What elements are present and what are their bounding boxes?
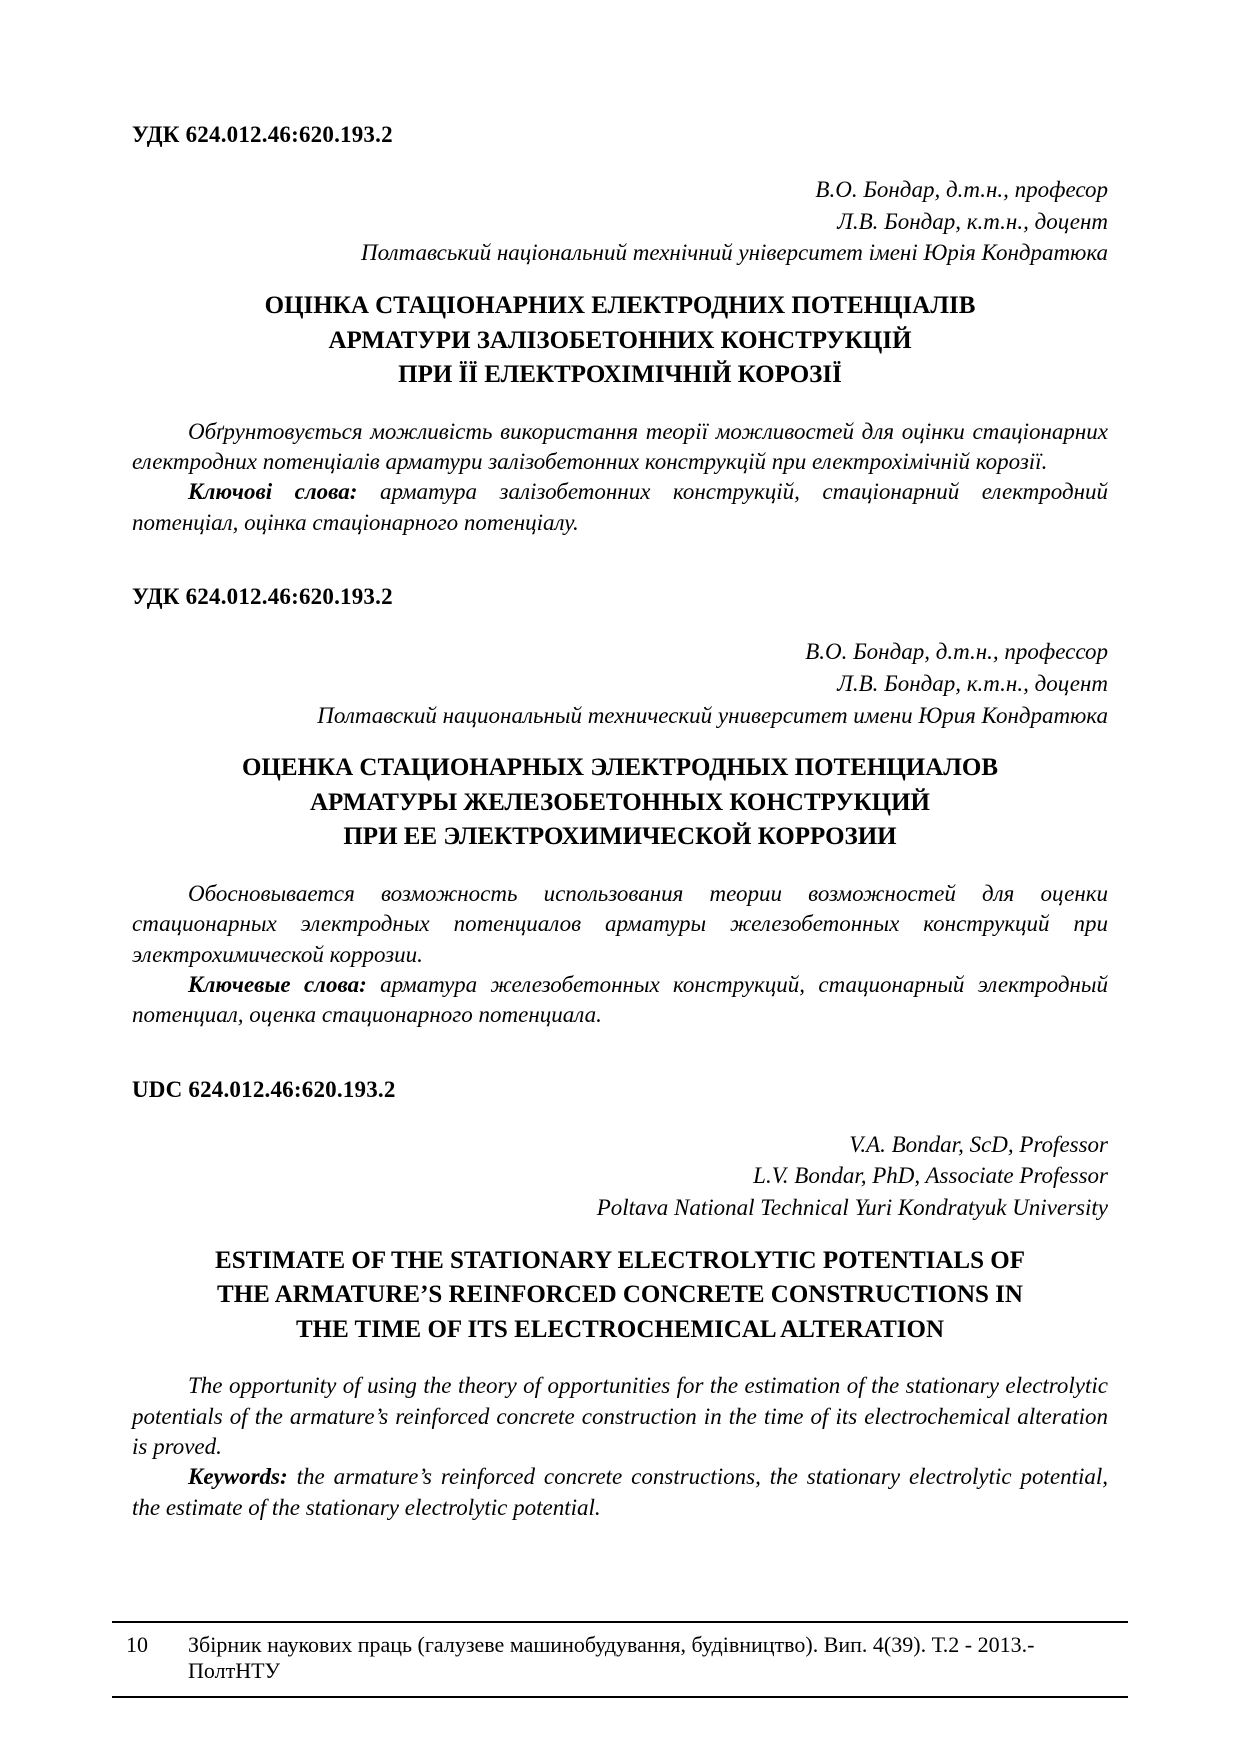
page-footer xyxy=(112,1621,1128,1698)
byline xyxy=(132,1129,1108,1224)
title-line: АРМАТУРИ ЗАЛІЗОБЕТОННИХ КОНСТРУКЦІЙ xyxy=(328,326,912,354)
byline xyxy=(132,174,1108,269)
title-line: ПРИ ЕЕ ЭЛЕКТРОХИМИЧЕСКОЙ КОРРОЗИИ xyxy=(343,823,897,851)
udc-code: УДК 624.012.46:620.193.2 xyxy=(132,584,393,610)
author-line: В.О. Бондар, д.т.н., профессор xyxy=(805,639,1108,665)
affiliation: Poltava National Technical Yuri Kondratyuk University xyxy=(596,1195,1108,1221)
author-line: Л.В. Бондар, к.т.н., доцент xyxy=(837,208,1108,234)
abstract-text: Обосновывается возможность использования теории возможностей для оценки стационарных электродных потенциалов арматуры железобетонных конструкций при электрохимической коррозии. xyxy=(132,880,1108,967)
page-number: 10 xyxy=(126,1632,148,1657)
affiliation: Полтавський національний технічний університет імені Юрія Кондратюка xyxy=(361,240,1108,266)
article-title xyxy=(132,289,1108,393)
section-english xyxy=(132,1077,1108,1524)
keywords xyxy=(132,970,1108,1031)
keywords xyxy=(132,477,1108,538)
udc-code: UDC 624.012.46:620.193.2 xyxy=(132,1076,396,1102)
title-line: АРМАТУРЫ ЖЕЛЕЗОБЕТОННЫХ КОНСТРУКЦИЙ xyxy=(309,788,931,816)
article-title xyxy=(132,1244,1108,1348)
keywords xyxy=(132,1462,1108,1523)
keywords-label: Keywords: xyxy=(188,1464,288,1490)
article-title xyxy=(132,751,1108,855)
keywords-label: Ключевые слова: xyxy=(188,971,367,997)
affiliation: Полтавский национальный технический университет имени Юрия Кондратюка xyxy=(317,702,1108,728)
keywords-text: арматура залізобетонних конструкцій, стаціонарний електродний потенціал, оцінка стаціонарного потенціалу. xyxy=(132,479,1109,535)
title-line: ОЦІНКА СТАЦІОНАРНИХ ЕЛЕКТРОДНИХ ПОТЕНЦІАЛІВ xyxy=(264,292,976,320)
footer-row xyxy=(112,1623,1128,1696)
author-line: V.A. Bondar, ScD, Professor xyxy=(849,1131,1108,1157)
title-line: THE ARMATURE’S REINFORCED CONCRETE CONSTRUCTIONS IN xyxy=(217,1281,1023,1309)
keywords-text: арматура железобетонных конструкций, стационарный электродный потенциал, оценка стационарного потенциала. xyxy=(132,971,1109,1028)
author-line: L.V. Bondar, PhD, Associate Professor xyxy=(753,1163,1108,1189)
keywords-text: the armature’s reinforced concrete constructions, the stationary electrolytic potential, the estimate of the stationary electrolytic potential. xyxy=(132,1464,1108,1520)
footer-text: Збірник наукових праць (галузеве машинобудування, будівництво). Вип. 4(39). Т.2 - 2013.- ПолтНТУ xyxy=(188,1632,1035,1683)
section-ukrainian xyxy=(132,122,1108,538)
section-russian xyxy=(132,584,1108,1031)
title-line: THE TIME OF ITS ELECTROCHEMICAL ALTERATION xyxy=(295,1315,945,1343)
keywords-label: Ключові слова: xyxy=(188,479,358,505)
title-line: ESTIMATE OF THE STATIONARY ELECTROLYTIC POTENTIALS OF xyxy=(215,1246,1025,1274)
title-line: ОЦЕНКА СТАЦИОНАРНЫХ ЭЛЕКТРОДНЫХ ПОТЕНЦИАЛОВ xyxy=(241,754,999,782)
title-line: ПРИ ЇЇ ЕЛЕКТРОХІМІЧНІЙ КОРОЗІЇ xyxy=(398,361,842,389)
byline xyxy=(132,636,1108,731)
author-line: В.О. Бондар, д.т.н., професор xyxy=(815,177,1108,202)
udc-code: УДК 624.012.46:620.193.2 xyxy=(132,122,393,147)
abstract-text: Обґрунтовується можливість використання теорії можливостей для оцінки стаціонарних електродних потенціалів арматури залізобетонних конструкцій при електрохімічній корозії. xyxy=(132,418,1108,475)
abstract-text: The opportunity of using the theory of opportunities for the estimation of the stationary electrolytic potentials of the armature’s reinforced concrete construction in the time of its electrochemical alteration is proved. xyxy=(132,1373,1108,1460)
author-line: Л.В. Бондар, к.т.н., доцент xyxy=(837,670,1108,696)
